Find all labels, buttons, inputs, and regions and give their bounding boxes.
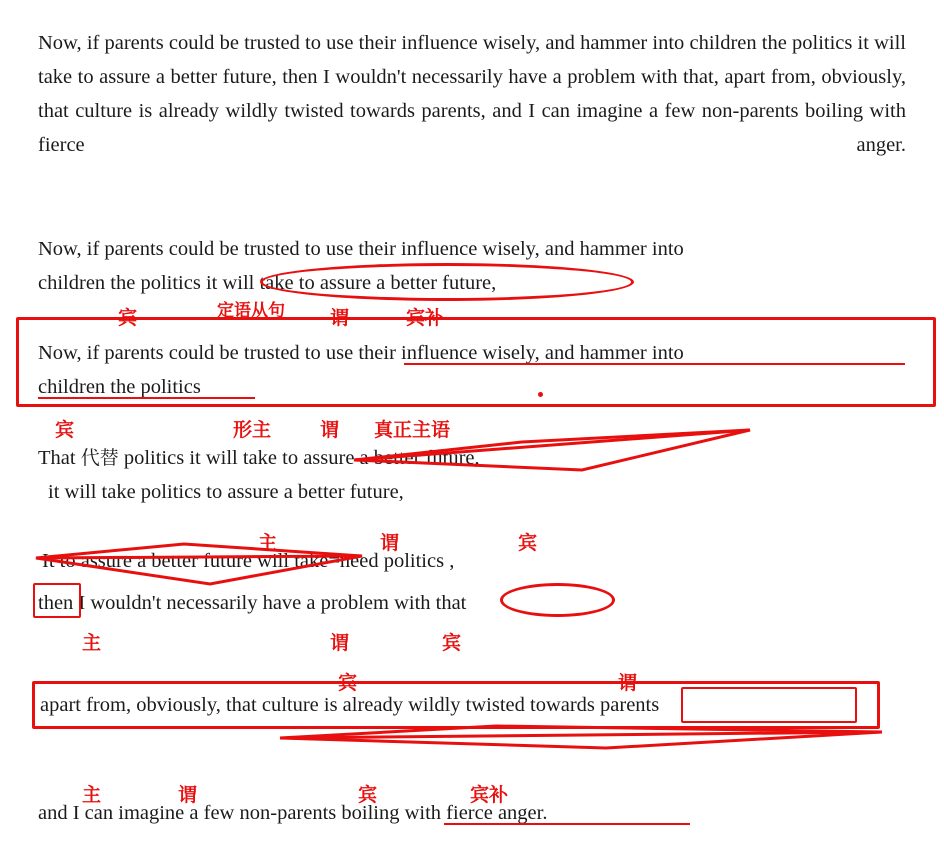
block2-line1: Now, if parents could be trusted to use their influence wisely, and hammer into (38, 238, 684, 260)
block5-then: then (38, 592, 74, 614)
label-object-complement-2: 宾补 (470, 784, 509, 806)
block4-line2: it will take politics to assure a better future, (48, 481, 404, 503)
label-object-3: 宾 (518, 532, 538, 554)
label-object-1: 宾 (118, 307, 138, 329)
label-object-2: 宾 (55, 419, 75, 441)
block5-line2-rest: I wouldn't necessarily have a problem with that (78, 592, 467, 614)
ellipse-with-that (500, 583, 615, 617)
label-object-5: 宾 (338, 672, 358, 694)
block6-text: apart from, obviously, that culture is already wildly twisted (40, 694, 530, 716)
label-attributive-clause: 定语从句 (217, 301, 285, 321)
underline-object-complement-2 (444, 823, 690, 825)
underline-object-complement (404, 363, 905, 365)
label-predicate-5: 谓 (618, 672, 638, 694)
block2-line2: children the politics it will take to assure a better future, (38, 272, 497, 294)
box-then (33, 583, 81, 618)
label-predicate-1: 谓 (330, 307, 350, 329)
ink-dot (538, 392, 543, 397)
paragraph-original: Now, if parents could be trusted to use their influence wisely, and hammer into children the politics it will take to assure a better future, then I wouldn't necessarily have a problem with that, apart from, obviously, that culture is already wildly twisted towards parents, and I can imagine a few non-parents boiling with fierce anger. (38, 32, 906, 156)
label-subject-3: 主 (82, 784, 102, 806)
block5-struck-text: It to assure a better future (42, 550, 253, 572)
label-predicate-6: 谓 (178, 784, 198, 806)
block6-line1 (40, 690, 659, 720)
label-predicate-4: 谓 (330, 632, 350, 654)
label-real-subject: 真正主语 (374, 419, 451, 441)
block5-line2 (38, 588, 466, 618)
block4-that: That (38, 447, 81, 469)
block7-line1: and I can imagine a few non-parents boiling with fierce anger. (38, 802, 548, 824)
label-object-4: 宾 (442, 632, 462, 654)
block4-cn-replace: 代替 (80, 447, 119, 469)
underline-object-1 (38, 397, 255, 399)
block5-line1 (42, 546, 454, 576)
label-object-complement-1: 宾补 (406, 307, 445, 329)
block3-line1: Now, if parents could be trusted to use their influence wisely, and hammer into (38, 342, 684, 364)
block4-rest: politics it will take to assure a better future, (118, 447, 480, 469)
label-object-6: 宾 (358, 784, 378, 806)
block3-line2: children the politics (38, 376, 201, 398)
label-formal-subject: 形主 (233, 419, 272, 441)
block4-line1 (38, 443, 480, 473)
ellipse-attributive-clause (260, 263, 634, 301)
block6-boxed-text: towards parents (530, 694, 660, 716)
label-predicate-3: 谓 (380, 532, 400, 554)
label-subject-1: 主 (258, 532, 278, 554)
label-subject-2: 主 (82, 632, 102, 654)
box-towards-parents (681, 687, 857, 723)
block5-rest: will take=need politics , (252, 550, 455, 572)
label-predicate-2: 谓 (320, 419, 340, 441)
